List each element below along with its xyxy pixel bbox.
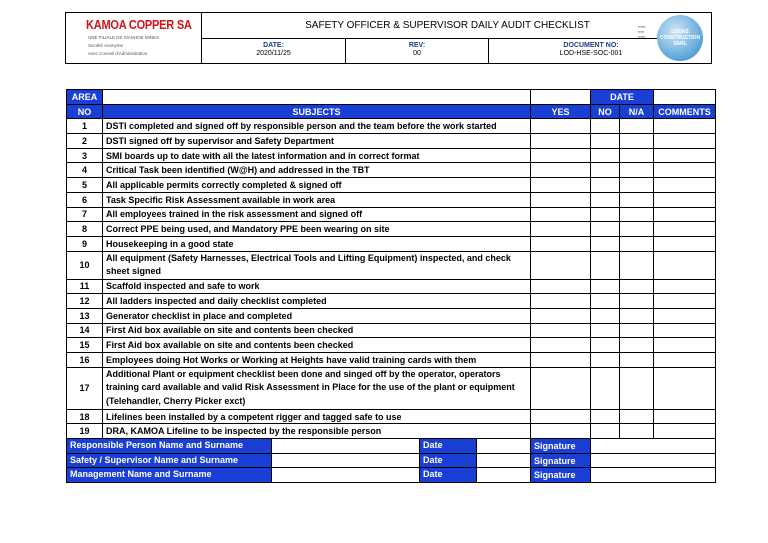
- row-number: 16: [67, 353, 103, 368]
- no-cell[interactable]: [591, 409, 620, 424]
- document-meta: [202, 38, 693, 63]
- row-number: 9: [67, 236, 103, 251]
- row-number: 12: [67, 294, 103, 309]
- na-cell[interactable]: [620, 236, 654, 251]
- column-header-row: [67, 104, 716, 119]
- na-cell[interactable]: [620, 178, 654, 193]
- doc-no-label: DOCUMENT NO:: [563, 42, 619, 49]
- yes-cell[interactable]: [531, 251, 591, 279]
- signature-name-label: Management Name and Surname: [67, 468, 271, 482]
- row-subject: DRA, KAMOA Lifeline to be inspected by the responsible person: [103, 424, 531, 439]
- row-subject: DSTI completed and signed off by responsible person and the team before the work started: [103, 119, 531, 134]
- yes-cell[interactable]: [531, 308, 591, 323]
- col-na-header: N/A: [620, 104, 654, 119]
- row-subject: Additional Plant or equipment checklist been done and singed off by the operator, operators training card available and valid Risk Assessment in Place for the use of the plant or equipment (Telehandler, Cherry Picker exct): [103, 367, 531, 409]
- no-cell[interactable]: [591, 222, 620, 237]
- table-row: [67, 192, 716, 207]
- date-label: Date: [419, 439, 476, 453]
- table-row: [67, 178, 716, 193]
- date-field[interactable]: [476, 439, 530, 453]
- yes-cell[interactable]: [531, 294, 591, 309]
- no-cell[interactable]: [591, 192, 620, 207]
- name-field[interactable]: [271, 468, 419, 482]
- na-cell[interactable]: [620, 338, 654, 353]
- signature-row: [67, 468, 716, 483]
- row-subject: Housekeeping in a good state: [103, 236, 531, 251]
- na-cell[interactable]: [620, 424, 654, 439]
- na-cell[interactable]: [620, 294, 654, 309]
- comments-cell[interactable]: [654, 148, 716, 163]
- row-subject: Generator checklist in place and completed: [103, 308, 531, 323]
- na-cell[interactable]: [620, 367, 654, 409]
- date-label: Date: [419, 454, 476, 468]
- signature-name-label: Responsible Person Name and Surname: [67, 439, 271, 453]
- table-row: [67, 236, 716, 251]
- signature-field[interactable]: [591, 439, 716, 454]
- brand-name: KAMOA COPPER SA: [86, 17, 192, 32]
- name-field[interactable]: [271, 454, 419, 468]
- row-subject: All ladders inspected and daily checklist completed: [103, 294, 531, 309]
- row-number: 4: [67, 163, 103, 178]
- yes-cell[interactable]: [531, 367, 591, 409]
- lodas-logo: [635, 13, 711, 63]
- yes-cell[interactable]: [531, 163, 591, 178]
- yes-cell[interactable]: [531, 353, 591, 368]
- table-row: [67, 163, 716, 178]
- date-header: DATE: [591, 90, 654, 105]
- table-row: [67, 323, 716, 338]
- comments-cell[interactable]: [654, 308, 716, 323]
- date-label: DATE:: [263, 42, 284, 49]
- row-subject: Scaffold inspected and safe to work: [103, 279, 531, 294]
- yes-cell[interactable]: [531, 323, 591, 338]
- comments-cell[interactable]: [654, 222, 716, 237]
- table-row: [67, 353, 716, 368]
- comments-cell[interactable]: [654, 323, 716, 338]
- signature-name-label: Safety / Supervisor Name and Surname: [67, 454, 271, 468]
- row-subject: Task Specific Risk Assessment available in work area: [103, 192, 531, 207]
- row-subject: Critical Task been identified (W@H) and addressed in the TBT: [103, 163, 531, 178]
- no-cell[interactable]: [591, 119, 620, 134]
- date-field[interactable]: [654, 90, 716, 105]
- no-cell[interactable]: [591, 294, 620, 309]
- no-cell[interactable]: [591, 308, 620, 323]
- table-row: [67, 308, 716, 323]
- row-number: 15: [67, 338, 103, 353]
- signature-row: [67, 439, 716, 454]
- yes-cell[interactable]: [531, 134, 591, 149]
- row-subject: Correct PPE being used, and Mandatory PPE been wearing on site: [103, 222, 531, 237]
- na-cell[interactable]: [620, 134, 654, 149]
- na-cell[interactable]: [620, 353, 654, 368]
- row-subject: Employees doing Hot Works or Working at Heights have valid training cards with them: [103, 353, 531, 368]
- signature-label: Signature: [531, 453, 591, 468]
- rev-label: REV:: [408, 42, 426, 49]
- row-number: 7: [67, 207, 103, 222]
- comments-cell[interactable]: [654, 338, 716, 353]
- table-row: [67, 119, 716, 134]
- rev-value: 00: [413, 50, 421, 57]
- row-number: 11: [67, 279, 103, 294]
- col-no-answer-header: NO: [591, 104, 620, 119]
- brand-subtitle-2: Société Anonyme: [88, 43, 124, 48]
- na-cell[interactable]: [620, 222, 654, 237]
- comments-cell[interactable]: [654, 134, 716, 149]
- row-number: 18: [67, 409, 103, 424]
- signature-label: Signature: [531, 439, 591, 454]
- table-row: [67, 148, 716, 163]
- yes-cell[interactable]: [531, 338, 591, 353]
- row-subject: All equipment (Safety Harnesses, Electrical Tools and Lifting Equipment) inspected, and check sheet signed: [103, 251, 531, 279]
- document-title: SAFETY OFFICER & SUPERVISOR DAILY AUDIT CHECKLIST: [305, 20, 590, 31]
- table-row: [67, 409, 716, 424]
- no-cell[interactable]: [591, 367, 620, 409]
- no-cell[interactable]: [591, 134, 620, 149]
- comments-cell[interactable]: [654, 192, 716, 207]
- signature-label: Signature: [531, 468, 591, 483]
- audit-checklist-table: [66, 89, 716, 483]
- yes-cell[interactable]: [531, 192, 591, 207]
- area-label: AREA: [67, 90, 103, 105]
- na-cell[interactable]: [620, 409, 654, 424]
- row-number: 3: [67, 148, 103, 163]
- row-number: 5: [67, 178, 103, 193]
- row-subject: All applicable permits correctly completed & signed off: [103, 178, 531, 193]
- table-row: [67, 424, 716, 439]
- lodas-logo-tagline: ▪▪▪▪▪▪ ▪▪▪▪▪ ▪▪▪▪▪▪: [638, 25, 646, 39]
- yes-cell[interactable]: [531, 119, 591, 134]
- date-cell: [202, 39, 345, 63]
- row-subject: First Aid box available on site and contents been checked: [103, 338, 531, 353]
- comments-cell[interactable]: [654, 409, 716, 424]
- col-no-header: NO: [67, 104, 103, 119]
- comments-cell[interactable]: [654, 294, 716, 309]
- no-cell[interactable]: [591, 207, 620, 222]
- no-cell[interactable]: [591, 178, 620, 193]
- row-number: 6: [67, 192, 103, 207]
- no-cell[interactable]: [591, 338, 620, 353]
- no-cell[interactable]: [591, 148, 620, 163]
- na-cell[interactable]: [620, 279, 654, 294]
- date-value: 2020/11/25: [256, 50, 291, 57]
- row-subject: All employees trained in the risk assessment and signed off: [103, 207, 531, 222]
- comments-cell[interactable]: [654, 251, 716, 279]
- yes-cell[interactable]: [531, 409, 591, 424]
- na-cell[interactable]: [620, 119, 654, 134]
- brand-subtitle-3: Avec Conseil d'Administration: [88, 51, 148, 56]
- no-cell[interactable]: [591, 251, 620, 279]
- brand-subtitle-1: UNE FILIALE DE IVANHOE MINES: [88, 35, 160, 40]
- name-field[interactable]: [271, 439, 419, 453]
- date-field[interactable]: [476, 468, 530, 482]
- na-cell[interactable]: [620, 148, 654, 163]
- yes-cell[interactable]: [531, 236, 591, 251]
- signature-field[interactable]: [591, 468, 716, 483]
- date-label: Date: [419, 468, 476, 482]
- na-cell[interactable]: [620, 323, 654, 338]
- row-subject: Lifelines been installed by a competent rigger and tagged safe to use: [103, 409, 531, 424]
- row-number: 1: [67, 119, 103, 134]
- no-cell[interactable]: [591, 236, 620, 251]
- row-subject: DSTI signed off by supervisor and Safety Department: [103, 134, 531, 149]
- comments-cell[interactable]: [654, 207, 716, 222]
- table-row: [67, 222, 716, 237]
- col-subjects-header: SUBJECTS: [103, 104, 531, 119]
- na-cell[interactable]: [620, 251, 654, 279]
- row-number: 14: [67, 323, 103, 338]
- row-number: 8: [67, 222, 103, 237]
- table-row: [67, 207, 716, 222]
- row-number: 10: [67, 251, 103, 279]
- na-cell[interactable]: [620, 207, 654, 222]
- comments-cell[interactable]: [654, 236, 716, 251]
- comments-cell[interactable]: [654, 178, 716, 193]
- row-subject: First Aid box available on site and contents been checked: [103, 323, 531, 338]
- col-comments-header: COMMENTS: [654, 104, 716, 119]
- na-cell[interactable]: [620, 308, 654, 323]
- no-cell[interactable]: [591, 279, 620, 294]
- no-cell[interactable]: [591, 163, 620, 178]
- comments-cell[interactable]: [654, 367, 716, 409]
- globe-icon: [657, 15, 703, 61]
- area-row: [67, 90, 716, 105]
- signature-row: [67, 453, 716, 468]
- table-row: [67, 134, 716, 149]
- comments-cell[interactable]: [654, 353, 716, 368]
- col-yes-header: YES: [531, 104, 591, 119]
- yes-cell[interactable]: [531, 424, 591, 439]
- table-row: [67, 294, 716, 309]
- table-row: [67, 279, 716, 294]
- row-number: 17: [67, 367, 103, 409]
- doc-no-value: LOD-HSE-SOC-001: [559, 50, 623, 57]
- yes-cell[interactable]: [531, 279, 591, 294]
- area-spacer: [531, 90, 591, 105]
- yes-cell[interactable]: [531, 222, 591, 237]
- comments-cell[interactable]: [654, 163, 716, 178]
- table-row: [67, 338, 716, 353]
- yes-cell[interactable]: [531, 148, 591, 163]
- area-field[interactable]: [103, 90, 531, 105]
- row-number: 13: [67, 308, 103, 323]
- comments-cell[interactable]: [654, 279, 716, 294]
- row-subject: SMI boards up to date with all the latest information and in correct format: [103, 148, 531, 163]
- row-number: 19: [67, 424, 103, 439]
- no-cell[interactable]: [591, 323, 620, 338]
- no-cell[interactable]: [591, 353, 620, 368]
- kamoa-logo: [66, 13, 202, 63]
- row-number: 2: [67, 134, 103, 149]
- yes-cell[interactable]: [531, 207, 591, 222]
- signature-field[interactable]: [591, 453, 716, 468]
- table-row: [67, 251, 716, 279]
- comments-cell[interactable]: [654, 119, 716, 134]
- na-cell[interactable]: [620, 163, 654, 178]
- na-cell[interactable]: [620, 192, 654, 207]
- table-row: [67, 367, 716, 409]
- comments-cell[interactable]: [654, 424, 716, 439]
- document-header: [65, 12, 712, 64]
- lodas-logo-text: LODAS CONSTRUCTION SARL: [659, 29, 701, 47]
- no-cell[interactable]: [591, 424, 620, 439]
- rev-cell: [345, 39, 488, 63]
- yes-cell[interactable]: [531, 178, 591, 193]
- date-field[interactable]: [476, 454, 530, 468]
